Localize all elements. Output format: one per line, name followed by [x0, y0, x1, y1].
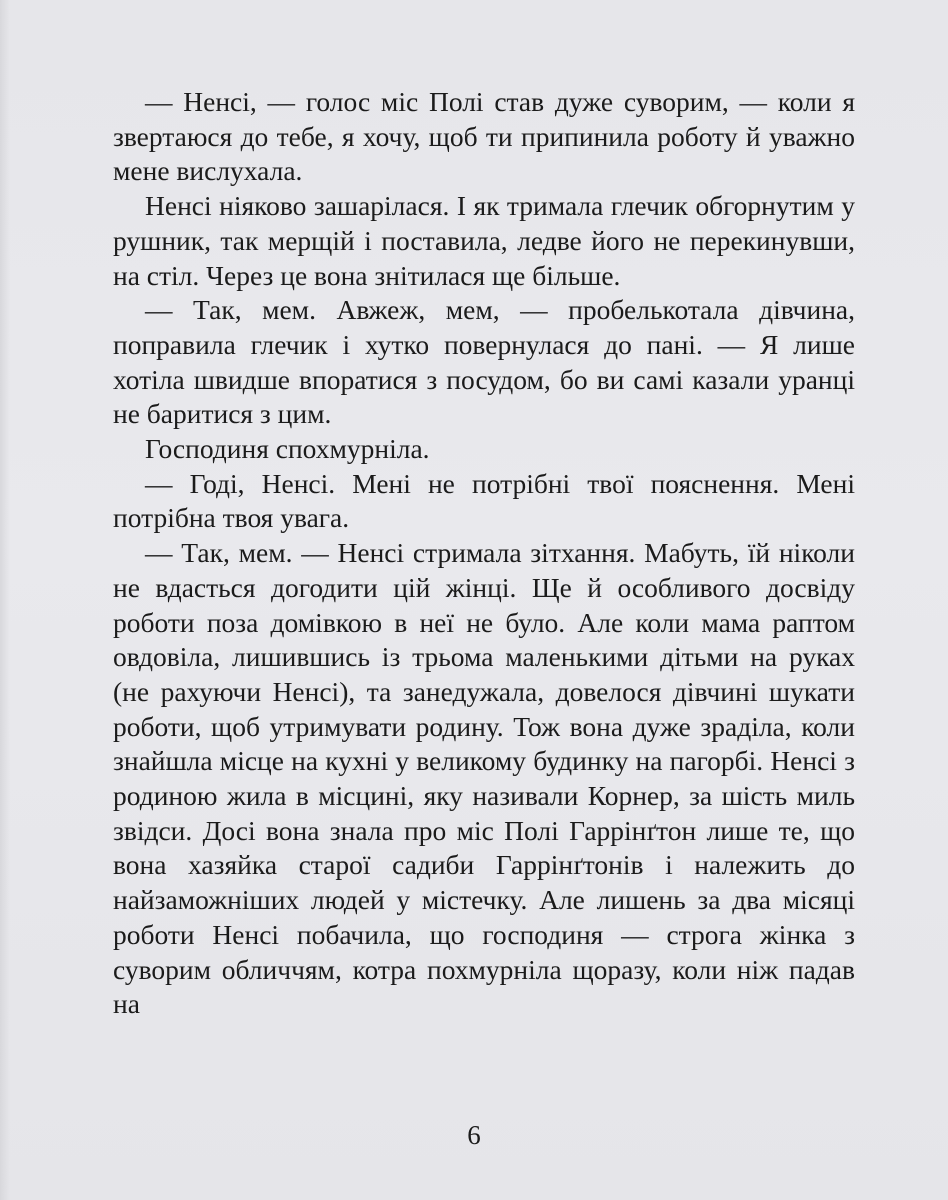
body-text — [113, 85, 855, 1022]
paragraph-4: Господиня спохмурніла. — [145, 433, 430, 465]
paragraph-1: — Ненсі, — голос міс Полі став дуже суворим, — коли я звертаюся до тебе, я хочу, щоб ти припинила роботу й уважно мене вислухала. — [113, 86, 855, 187]
paragraph-5: — Годі, Ненсі. Мені не потрібні твої пояснення. Мені потрібна твоя увага. — [113, 467, 855, 534]
page-number: 6 — [467, 1120, 481, 1150]
page-edge-shadow — [0, 0, 10, 1200]
paragraph-3: — Так, мем. Авжеж, мем, — пробелькотала дівчина, поправила глечик і хутко повернулася до пані. — Я лише хотіла швидше впоратися з посудом, бо ви самі казали уранці не баритися з цим. — [113, 294, 855, 430]
paragraph-2: Ненсі ніяково зашарілася. І як тримала глечик обгорнутим у рушник, так мерщій і поставила, ледве його не перекинувши, на стіл. Через це вона знітилася ще більше. — [113, 190, 855, 291]
paragraph-6: — Так, мем. — Ненсі стримала зітхання. Мабуть, їй ніколи не вдасться догодити цій жінці. Ще й особливого досвіду роботи поза домівкою в неї не було. Але коли мама раптом овдовіла, лишившись із трьома маленькими дітьми на руках (не рахуючи Ненсі), та занедужала, довелося дівчині шукати роботи, щоб утримувати родину. Тож вона дуже зраділа, коли знайшла місце на кухні у великому будинку на пагорбі. Ненсі з родиною жила в місцині, яку називали Корнер, за шість миль звідси. Досі вона знала про міс Полі Гаррінґтон лише те, що вона хазяйка старої садиби Гаррінґтонів і належить до найзаможніших людей у містечку. Але лишень за два місяці роботи Ненсі побачила, що господиня — строга жінка з суворим обличчям, котра похмурніла щоразу, коли ніж падав на — [113, 537, 855, 1020]
